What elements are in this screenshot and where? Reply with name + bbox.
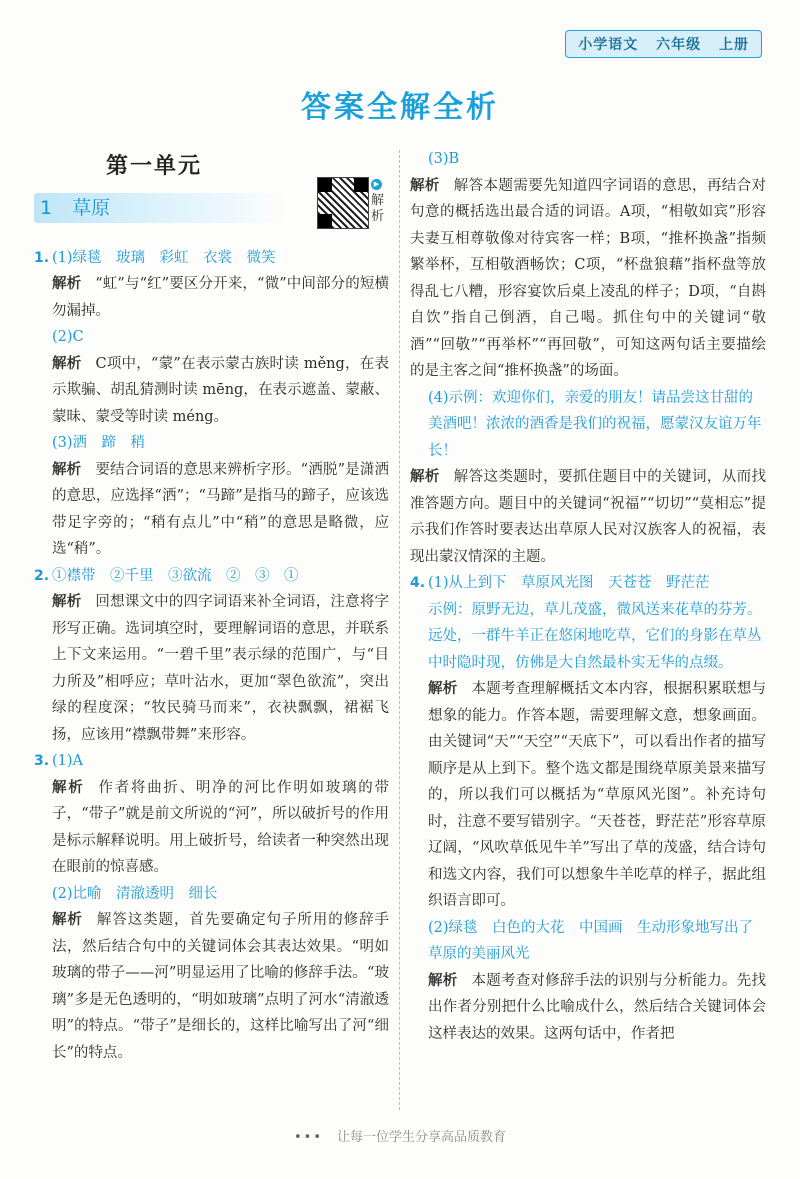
- analysis-tag: 解析: [52, 276, 82, 292]
- analysis: [410, 968, 766, 1048]
- answer: (3)B: [428, 151, 460, 167]
- volume-label: 上册: [719, 37, 749, 53]
- unit-title: 第一单元: [105, 154, 202, 179]
- answer: (4)示例：欢迎你们，亲爱的朋友！请品尝这甘甜的美酒吧！浓浓的酒香是我们的祝福，愿蒙汉友谊万年长！: [428, 389, 762, 459]
- answer: (2)绿毯 白色的大花 中国画 生动形象地写出了草原的美丽风光: [428, 919, 754, 962]
- analysis: [34, 907, 389, 1066]
- footer: [0, 1126, 800, 1145]
- analysis-tag: 解析: [410, 469, 440, 485]
- answer: (2)C: [52, 329, 84, 345]
- analysis: [34, 589, 389, 748]
- column-divider: [399, 150, 400, 1110]
- analysis: [410, 464, 766, 570]
- question-2: [34, 563, 389, 590]
- analysis-tag: 解析: [52, 461, 82, 478]
- analysis-tag: 解析: [52, 912, 83, 928]
- analysis: [410, 676, 766, 915]
- analysis: [34, 271, 389, 324]
- lesson-bar: [34, 193, 284, 223]
- analysis: [410, 173, 766, 385]
- analysis-text: 解答这类题时，要抓住题目中的关键词，从而找准答题方向。题目中的关键词“祝福”“切切”“莫相忘”提示我们作答时要表达出草原人民对汉族客人的祝福，表现出蒙汉情深的主题。: [410, 469, 767, 565]
- play-icon: ▶: [371, 179, 382, 190]
- analysis-text: “虹”与“红”要区分开来，“微”中间部分的短横勿漏掉。: [52, 276, 390, 319]
- question-number: 4.: [410, 575, 426, 591]
- answer: (1)绿毯 玻璃 彩虹 衣裳 微笑: [52, 249, 276, 266]
- question-4: [410, 570, 766, 676]
- analysis: [34, 351, 389, 431]
- qr-label: 解析: [371, 192, 385, 224]
- question-3: [34, 748, 389, 775]
- answer: (1)从上到下 草原风光图 天苍苍 野茫茫: [428, 575, 710, 591]
- analysis-tag: 解析: [410, 177, 440, 194]
- qr-code-icon[interactable]: [317, 177, 369, 229]
- question-1: [34, 245, 389, 272]
- answer-example: 示例：原野无边，草儿茂盛，微风送来花草的芬芳。远处，一群牛羊正在悠闲地吃草，它们的身影在草丛中时隐时现，仿佛是大自然最朴实无华的点缀。: [428, 601, 762, 671]
- right-column: [410, 146, 766, 1047]
- answer: (2)比喻 清澈透明 细长: [52, 885, 218, 902]
- analysis-text: C项中，“蒙”在表示蒙古族时读 měng，在表示欺骗、胡乱猜测时读 mēng，在表示遮盖、蒙蔽、蒙昧、蒙受等时读 méng。: [52, 355, 390, 425]
- answer: ①襟带 ②千里 ③欲流 ② ③ ①: [52, 567, 299, 584]
- analysis: [34, 775, 389, 881]
- analysis-text: 作者将曲折、明净的河比作明如玻璃的带子，“带子”就是前文所说的“河”，所以破折号的作用是标示解释说明。用上破折号，给读者一种突然出现在眼前的惊喜感。: [52, 779, 390, 875]
- lesson-number: 1: [40, 196, 53, 219]
- question-number: 2.: [34, 567, 50, 584]
- analysis-tag: 解析: [52, 594, 82, 610]
- analysis-text: 本题考查理解概括文本内容，根据积累联想与想象的能力。作答本题，需要理解文意，想象画面。由关键词“天”“天空”“天底下”，可以看出作者的描写顺序是从上到下。整个选文都是围绕草原美景来描写的，所以我们可以概括为“草原风光图”。补充诗句时，注意不要写错别字。“天苍苍，野茫茫”形容草原辽阔，“风吹草低见牛羊”写出了草的茂盛，结合诗句和选文内容，我们可以想象牛羊吃草的样子，据此组织语言即可。: [428, 681, 767, 909]
- analysis-text: 回想课文中的四字词语来补全词语，注意将字形写正确。选词填空时，要理解词语的意思，并联系上下文来运用。“一碧千里”表示绿的范围广，与“目力所及”相呼应；草叶沾水，更加“翠色欲流”，突出绿的程度深；“牧民骑马而来”，衣袂飘飘，裙裾飞扬，应该用“襟飘带舞”来形容。: [52, 594, 390, 743]
- analysis-text: 解答这类题，首先要确定句子所用的修辞手法，然后结合句中的关键词体会其表达效果。“明如玻璃的带子——河”明显运用了比喻的修辞手法。“玻璃”多是无色透明的，“明如玻璃”点明了河水“清澈透明”的特点。“带子”是细长的，这样比喻写出了河“细长”的特点。: [52, 912, 390, 1061]
- grade-label: 六年级: [656, 37, 702, 53]
- footer-slogan: 让每一位学生分享高品质教育: [337, 1130, 507, 1145]
- page-title: 答案全解全析: [301, 90, 499, 125]
- answer: (1)A: [52, 753, 84, 769]
- header-badge: [565, 30, 762, 58]
- analysis-tag: 解析: [428, 681, 458, 697]
- analysis-text: 要结合词语的意思来辨析字形。“洒脱”是潇洒的意思，应选择“洒”；“马蹄”是指马的蹄子，应该选带足字旁的；“稍有点儿”中“稍”的意思是略微，应选“稍”。: [52, 461, 390, 557]
- analysis-text: 本题考查对修辞手法的识别与分析能力。先找出作者分别把什么比喻成什么，然后结合关键词体会这样表达的效果。这两句话中，作者把: [428, 972, 767, 1042]
- lesson-title: 草原: [72, 196, 111, 219]
- analysis: [34, 457, 389, 563]
- question-number: 3.: [34, 753, 50, 769]
- answer: (3)洒 蹄 稍: [52, 435, 146, 451]
- analysis-text: 解答本题需要先知道四字词语的意思，再结合对句意的概括选出最合适的词语。A项，“相敬如宾”形容夫妻互相尊敬像对待宾客一样；B项，“推杯换盏”指频繁举杯，互相敬酒畅饮；C项，“杯盘狼藉”指杯盘等放得乱七八糟，形容宴饮后桌上凌乱的样子；D项，“自斟自饮”指自己倒酒，自己喝。抓住句中的关键词“敬酒”“回敬”“再举杯”“再回敬”，可知这两句话主要描绘的是主客之间“推杯换盏”的场面。: [410, 177, 767, 379]
- lesson-header: [34, 181, 389, 245]
- analysis-tag: 解析: [52, 779, 85, 796]
- analysis-tag: 解析: [428, 972, 458, 989]
- analysis-tag: 解析: [52, 355, 82, 372]
- left-column: [34, 146, 389, 1066]
- subject-label: 小学语文: [578, 37, 639, 53]
- question-number: 1.: [34, 249, 50, 266]
- footer-dots: •••: [293, 1130, 323, 1145]
